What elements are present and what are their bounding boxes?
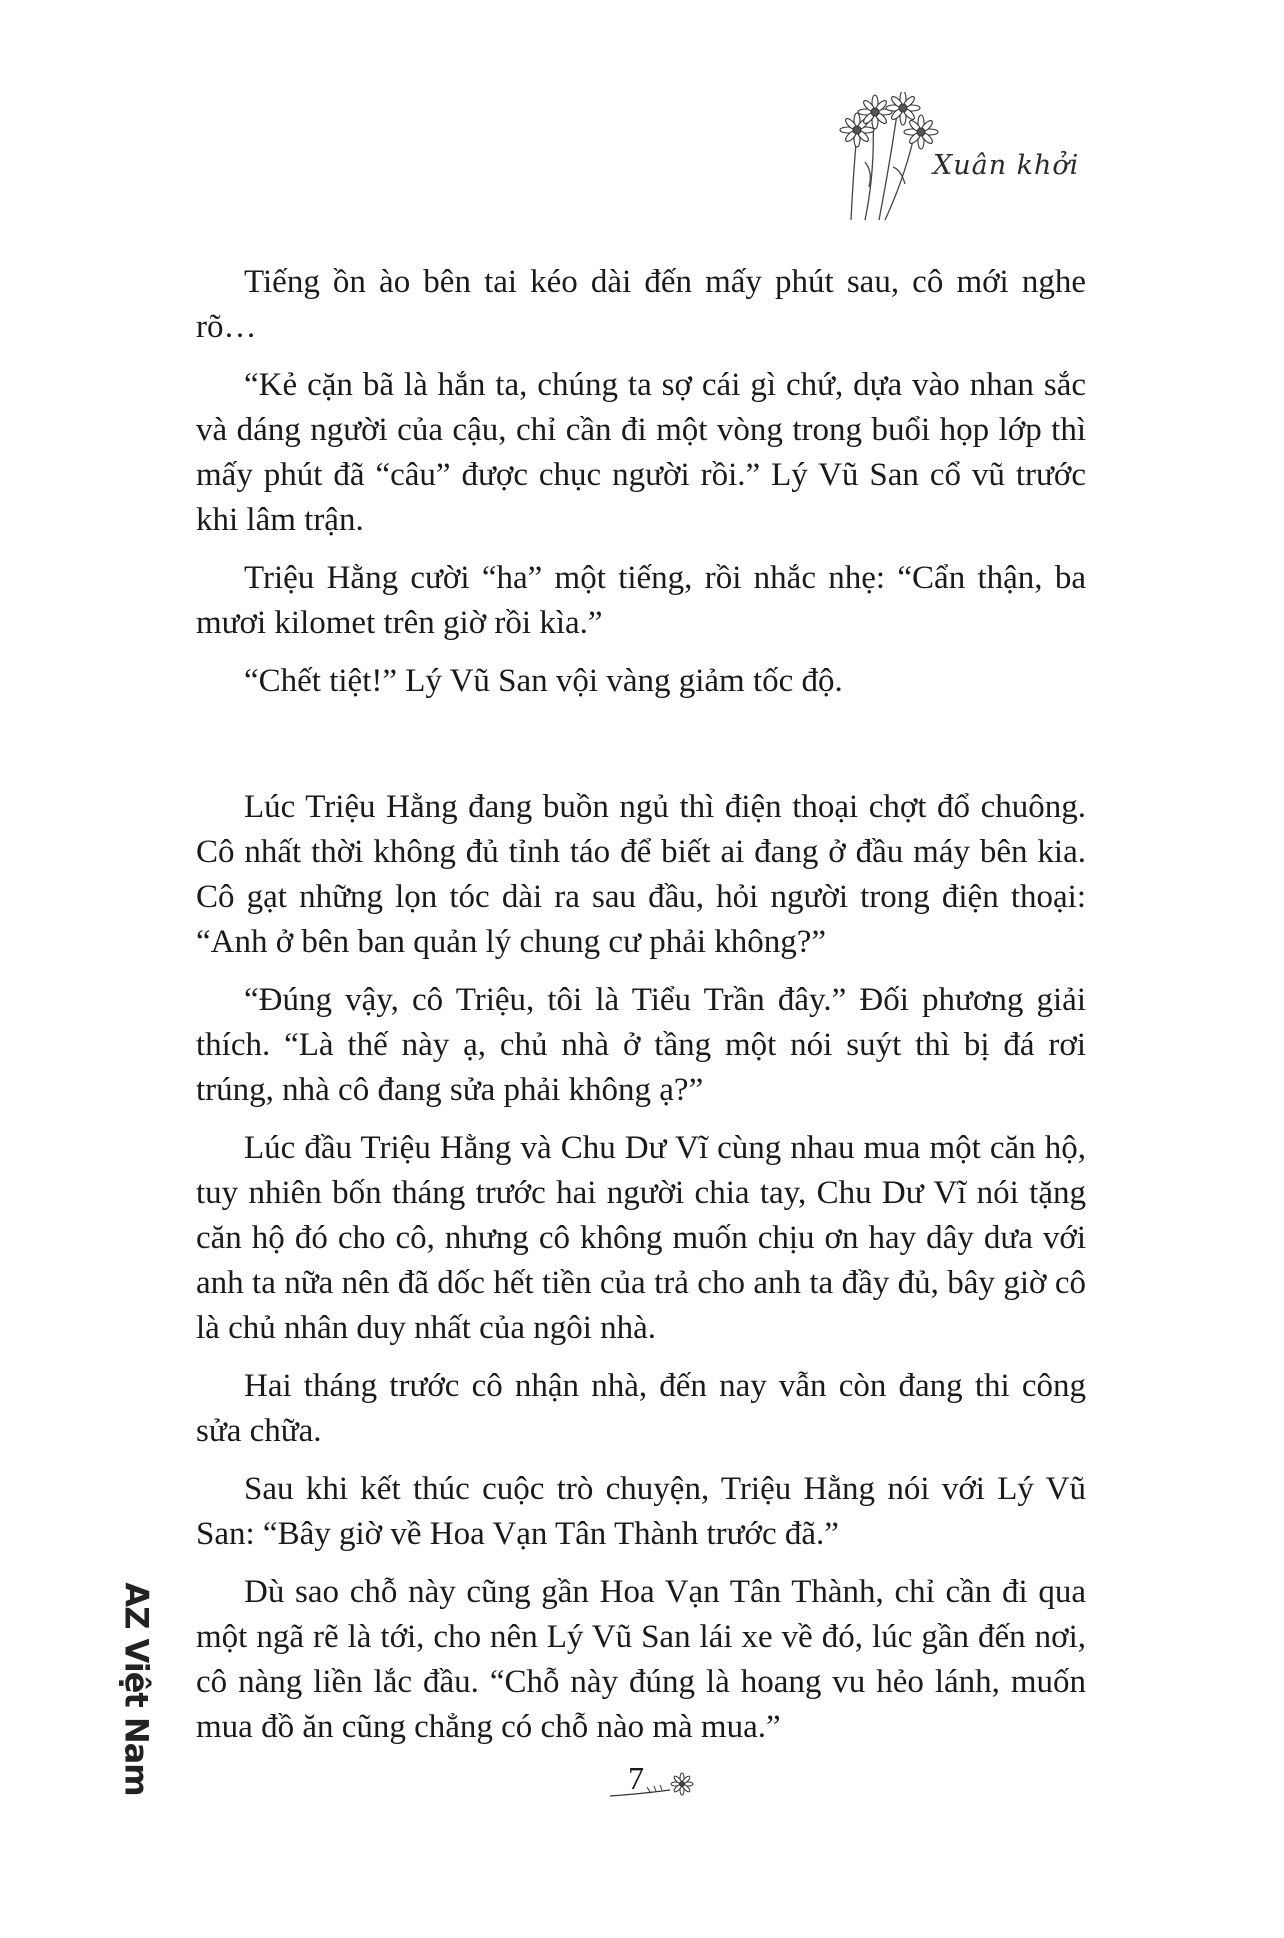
section-break bbox=[196, 717, 1086, 785]
paragraph: Sau khi kết thúc cuộc trò chuyện, Triệu Hằng nói với Lý Vũ San: “Bây giờ về Hoa Vạn Tân Thành trước đã.” bbox=[196, 1471, 1086, 1552]
paragraph: Hai tháng trước cô nhận nhà, đến nay vẫn còn đang thi công sửa chữa. bbox=[196, 1368, 1086, 1449]
publisher-logo bbox=[70, 1582, 156, 1796]
page-header bbox=[835, 92, 1095, 222]
page-footer bbox=[600, 1760, 720, 1810]
body-text bbox=[196, 260, 1086, 1763]
paragraph: Triệu Hằng cười “ha” một tiếng, rồi nhắc nhẹ: “Cẩn thận, ba mươi kilomet trên giờ rồi kìa.” bbox=[196, 560, 1086, 641]
small-flower-icon bbox=[600, 1760, 720, 1810]
paragraph: “Chết tiệt!” Lý Vũ San vội vàng giảm tốc độ. bbox=[244, 663, 843, 699]
paragraph: Lúc đầu Triệu Hằng và Chu Dư Vĩ cùng nhau mua một căn hộ, tuy nhiên bốn tháng trước hai người chia tay, Chu Dư Vĩ nói tặng căn hộ đó cho cô, nhưng cô không muốn chịu ơn hay dây dưa với anh ta nữa nên đã dốc hết tiền của trả cho anh ta đầy đủ, bây giờ cô là chủ nhân duy nhất của ngôi nhà. bbox=[196, 1130, 1086, 1346]
paragraph: Lúc Triệu Hằng đang buồn ngủ thì điện thoại chợt đổ chuông. Cô nhất thời không đủ tỉnh táo để biết ai đang ở đầu máy bên kia. Cô gạt những lọn tóc dài ra sau đầu, hỏi người trong điện thoại: “Anh ở bên ban quản lý chung cư phải không?” bbox=[196, 789, 1086, 960]
paragraph: Dù sao chỗ này cũng gần Hoa Vạn Tân Thành, chỉ cần đi qua một ngã rẽ là tới, cho nên Lý Vũ San lái xe về đó, lúc gần đến nơi, cô nàng liền lắc đầu. “Chỗ này đúng là hoang vu hẻo lánh, muốn mua đồ ăn cũng chẳng có chỗ nào mà mua.” bbox=[196, 1574, 1086, 1745]
daisy-flowers-icon bbox=[835, 92, 945, 222]
paragraph: Tiếng ồn ào bên tai kéo dài đến mấy phút sau, cô mới nghe rõ… bbox=[196, 264, 1086, 345]
publisher-logo-text: AZ Việt Nam bbox=[117, 1582, 156, 1796]
book-title: Xuân khởi bbox=[933, 150, 1080, 181]
paragraph: “Kẻ cặn bã là hắn ta, chúng ta sợ cái gì chứ, dựa vào nhan sắc và dáng người của cậu, chỉ cần đi một vòng trong buổi họp lớp thì mấy phút đã “câu” được chục người rồi.” Lý Vũ San cổ vũ trước khi lâm trận. bbox=[196, 367, 1086, 538]
paragraph: “Đúng vậy, cô Triệu, tôi là Tiểu Trần đây.” Đối phương giải thích. “Là thế này ạ, chủ nhà ở tầng một nói suýt thì bị đá rơi trúng, nhà cô đang sửa phải không ạ?” bbox=[196, 982, 1086, 1108]
page-number: 7 bbox=[628, 1760, 644, 1796]
